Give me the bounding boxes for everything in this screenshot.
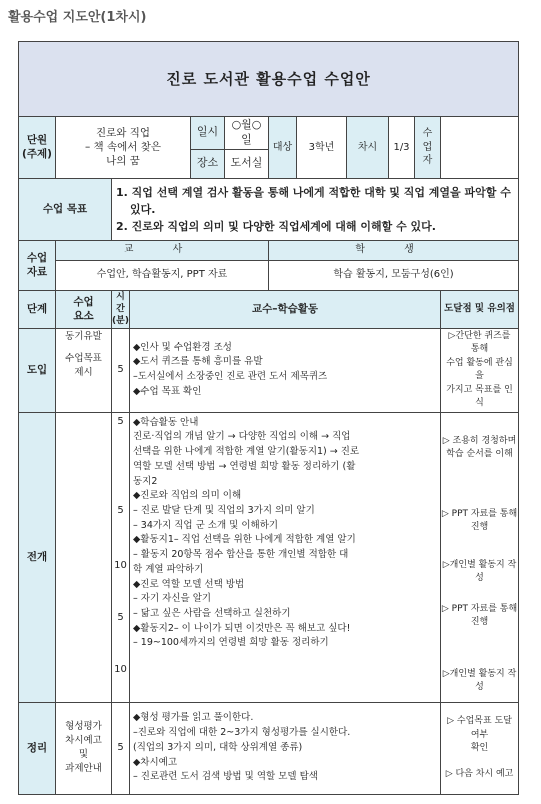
activity-line: – 진로 발달 단계 및 직업의 3가지 의미 알기 — [133, 505, 315, 516]
activity-line: ◆학습활동 안내 — [133, 416, 199, 428]
activity-line: ◆활동지2– 이 나이가 되면 이것만은 꼭 해보고 싶다! — [133, 622, 351, 634]
target-value: 3학년 — [297, 117, 347, 179]
develop-stage: 전개 — [19, 412, 56, 702]
time-value: 5 — [117, 611, 124, 623]
place-value: 도서실 — [225, 149, 269, 178]
goal-item: 2. 진로와 직업의 의미 및 다양한 직업세계에 대해 이해할 수 있다. — [116, 219, 436, 233]
place-label: 장소 — [191, 149, 225, 178]
activity-line: ◆수업 목표 확인 — [133, 385, 202, 397]
activity-line: ◆진로와 직업의 의미 이해 — [133, 490, 242, 502]
activity-line: –도서실에서 소장중인 진로 관련 도서 제목퀴즈 — [133, 371, 328, 383]
time-header: 시간 (분) — [112, 291, 129, 327]
date-label: 일시 — [191, 117, 225, 150]
activity-line: – 진로관련 도서 검색 방법 및 역할 모델 탐색 — [133, 771, 318, 783]
develop-activities — [130, 412, 441, 702]
page-label: 활용수업 지도안(1차시) — [8, 10, 147, 25]
goals-label: 수업 목표 — [19, 178, 112, 240]
student-header: 학 생 — [269, 240, 519, 260]
note-item: ▷ 조용히 경청하며 학습 순서를 이해 — [442, 435, 517, 460]
teacher-header: 교 사 — [56, 240, 269, 260]
activity-line: ◆차시예고 — [133, 756, 178, 768]
develop-notes — [441, 412, 519, 702]
activity-line: 역할 모델 선택 방법 → 연령별 희망 활동 정리하기 (활 — [133, 460, 356, 472]
wrap-notes: ▷ 수업목표 도달 여부 확인 ▷ 다음 차시 예고 — [441, 702, 519, 794]
lesson-plan-sheet — [18, 41, 518, 795]
note-item: ▷개인별 활동지 작성 — [442, 668, 517, 693]
activity-line: – 자기 자신을 알기 — [133, 593, 212, 605]
intro-stage: 도입 — [19, 328, 56, 412]
intro-activities — [130, 328, 441, 412]
note-item: ▷ PPT 자료를 통해 진행 — [441, 508, 518, 533]
note-item: ▷개인별 활동지 작성 — [442, 559, 517, 584]
activity-line: ◆인사 및 수업환경 조성 — [133, 341, 232, 353]
wrap-time: 5 — [112, 702, 130, 794]
intro-time: 5 — [112, 328, 130, 412]
note-item: ▷ PPT 자료를 통해 진행 — [441, 603, 518, 628]
target-label: 대상 — [269, 117, 297, 179]
activity-line: – 19~100세까지의 연령별 희망 활동 정리하기 — [133, 637, 329, 649]
develop-times — [112, 412, 130, 702]
teacher-materials: 수업안, 학습활동지, PPT 자료 — [56, 260, 269, 290]
activity-line: – 34가지 직업 군 소개 및 이해하기 — [133, 519, 279, 531]
activity-line: –진로와 직업에 대한 2~3가지 형성평가를 실시한다. — [133, 727, 351, 739]
activity-line: ◆진로 역할 모델 선택 방법 — [133, 578, 245, 590]
notes-header: 도달점 및 유의점 — [441, 290, 519, 328]
activity-line: 학 계열 파악하기 — [133, 563, 204, 575]
goals-list — [112, 178, 519, 240]
activity-line: – 활동지 20항목 점수 합산을 통한 개인별 적합한 대 — [133, 549, 349, 561]
lesson-value — [441, 117, 519, 179]
unit-label: 단원 (주제) — [19, 117, 56, 179]
materials-label: 수업 자료 — [19, 240, 56, 290]
wrap-elements: 형성평가 차시예고 및 과제안내 — [56, 702, 112, 794]
unit-value: 진로와 직업 – 책 속에서 찾은 나의 꿈 — [56, 117, 191, 179]
activity-header: 교수–학습활동 — [130, 290, 441, 328]
activity-line: ◆형성 평가를 읽고 풀이한다. — [133, 712, 254, 724]
develop-elements — [56, 412, 112, 702]
time-value: 5 — [117, 504, 124, 516]
time-value: 10 — [114, 559, 127, 571]
lesson-label: 수업 자 — [415, 117, 441, 179]
lesson-plan-table — [18, 41, 519, 795]
time-value: 10 — [114, 663, 127, 675]
date-value: ○월○일 — [225, 117, 269, 150]
stage-header: 단계 — [19, 290, 56, 328]
intro-elements: 동기유발 수업목표 제시 — [56, 328, 112, 412]
wrap-activities — [130, 702, 441, 794]
activity-line: 선택을 위한 나에게 적합한 계열 알기(활동지1) → 진로 — [133, 446, 360, 458]
student-materials: 학습 활동지, 모둠구성(6인) — [269, 260, 519, 290]
activity-line: (직업의 3가지 의미, 대학 상위계열 종류) — [133, 741, 303, 753]
activity-line: – 닮고 싶은 사람을 선택하고 실천하기 — [133, 608, 291, 620]
element-header: 수업 요소 — [56, 290, 112, 328]
intro-notes: ▷간단한 퀴즈를 통해 수업 활동에 관심을 가지고 목표를 인식 — [441, 328, 519, 412]
activity-line: ◆도서 퀴즈를 통해 흥미를 유발 — [133, 356, 263, 368]
time-value: 5 — [117, 415, 124, 427]
activity-line: 동지2 — [133, 475, 158, 487]
period-label: 차시 — [347, 117, 389, 179]
wrap-stage: 정리 — [19, 702, 56, 794]
activity-line: ◆활동지1– 직업 선택을 위한 나에게 적합한 계열 알기 — [133, 534, 356, 546]
activity-line: 진로·직업의 개념 알기 → 다양한 직업의 이해 → 직업 — [133, 431, 351, 443]
goal-item: 1. 직업 선택 계열 검사 활동을 통해 나에게 적합한 대학 및 직업 계열을 파악할 수 있다. — [116, 185, 511, 216]
page-title: 진로 도서관 활용수업 수업안 — [19, 42, 519, 117]
period-value: 1/3 — [389, 117, 415, 179]
